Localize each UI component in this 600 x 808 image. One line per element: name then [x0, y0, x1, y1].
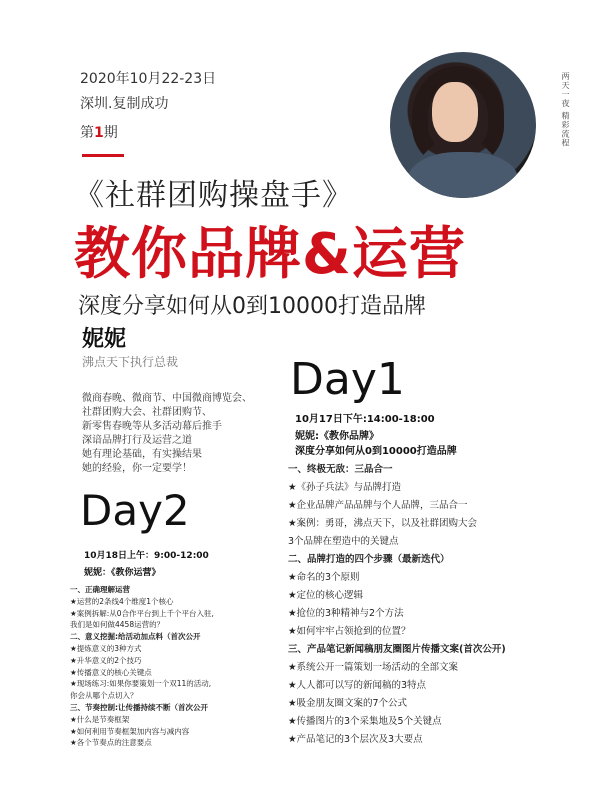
day2-section-heading: 三、节奏控制:让传播持续不断（首次公开	[70, 702, 208, 712]
course-title: 《社群团购操盘手》	[74, 178, 353, 213]
day1-agenda-item: ★吸金朋友圈文案的7个公式	[288, 698, 408, 709]
day1-agenda-item: ★如何牢牢占领抢到的位置？	[288, 626, 411, 637]
day1-host: 妮妮:《教你品牌》	[295, 431, 379, 442]
bio-line: 社群团购大会、社群团购节、	[82, 407, 212, 418]
issue-digit: 1	[94, 125, 104, 141]
day1-agenda-item: ★产品笔记的3个层次及3大要点	[288, 734, 423, 745]
day1-agenda-item: ★企业品牌产品品牌与个人品牌，三品合一	[288, 500, 468, 511]
speaker-portrait	[390, 52, 536, 198]
day1-section-heading: 二、品牌打造的四个步骤（最新迭代）	[288, 554, 450, 565]
day2-section-heading: 二、意义挖掘:给活动加点料（首次公开	[70, 632, 201, 642]
day2-time: 10月18日上午：9:00-12:00	[84, 551, 209, 561]
day1-section-heading: 三、产品笔记新闻稿朋友圈图片传播文案(首次公开)	[288, 644, 506, 655]
day1-agenda-item: ★人人都可以写的新闻稿的3特点	[288, 680, 427, 691]
main-title: 教你品牌&运营	[74, 222, 466, 287]
speaker-bio	[82, 392, 252, 476]
day1-time: 10月17日下午:14:00-18:00	[295, 414, 435, 425]
issue-number	[80, 122, 118, 142]
day2-agenda-item: ★案例拆解:从0合作平台到上千个平台入驻,	[70, 608, 214, 618]
bio-line: 微商春晚、微商节、中国微商博览会、	[82, 393, 252, 404]
day2-section-heading: 一、正确理解运营	[70, 585, 130, 594]
day2-agenda-item: 你会从哪个点切入？	[70, 691, 138, 701]
day1-subtitle: 深度分享如何从0到10000打造品牌	[295, 446, 457, 457]
day1-agenda-item: ★《孙子兵法》与品牌打造	[288, 482, 402, 493]
bio-line: 她有理论基础，有实操结果	[82, 449, 202, 460]
subtitle: 深度分享如何从0到10000打造品牌	[78, 294, 426, 319]
day1-heading: Day1	[290, 354, 405, 405]
side-caption: 两天一夜 精彩流程	[561, 72, 570, 148]
day1-agenda-item: ★抢位的3种精神与2个方法	[288, 608, 404, 619]
day2-agenda-item: ★运营的2条线4个维度1个核心	[70, 596, 174, 606]
day2-heading: Day2	[80, 486, 190, 535]
speaker-name: 妮妮	[82, 327, 127, 352]
issue-underline	[82, 154, 124, 157]
day2-agenda-item: ★传播意义的核心关键点	[70, 667, 152, 677]
day2-agenda-item: ★什么是节奏框架	[70, 714, 130, 724]
day2-agenda-item: ★现场练习:如果你要策划一个双11的活动,	[70, 679, 212, 689]
day1-agenda-item: ★命名的3个原则	[288, 572, 360, 583]
day1-agenda-item: ★案例：勇哥，沸点天下，以及社群团购大会	[288, 518, 478, 529]
bio-line: 新零售春晚等从多活动幕后推手	[82, 421, 222, 432]
issue-suffix: 期	[103, 125, 118, 141]
day1-agenda-item: ★传播图片的3个采集地及5个关键点	[288, 716, 442, 727]
day1-agenda-item: ★定位的核心逻辑	[288, 590, 364, 601]
day2-agenda-item: ★各个节奏点的注意要点	[70, 738, 152, 748]
day2-agenda-item: ★如何利用节奏框架加内容与减内容	[70, 726, 190, 736]
event-date: 2020年10月22-23日	[80, 71, 217, 87]
day2-agenda-item: ★升华意义的2个技巧	[70, 655, 142, 665]
day1-section-heading: 一、终极无敌：三品合一	[288, 464, 393, 475]
day2-host: 妮妮：《教你运营》	[84, 568, 161, 578]
day1-agenda-item: ★系统公开一篇策划一场活动的全部文案	[288, 662, 459, 673]
day2-agenda	[70, 584, 214, 749]
day2-agenda-item: 我们是如何做4458运营的？	[70, 620, 165, 630]
day2-agenda-item: ★提炼意义的3种方式	[70, 643, 142, 653]
bio-line: 深谙品牌打行及运营之道	[82, 435, 192, 446]
bio-line: 她的经验，你一定要学！	[82, 463, 192, 474]
speaker-role: 沸点天下执行总裁	[82, 355, 179, 369]
portrait-face	[432, 82, 478, 142]
issue-prefix: 第	[80, 125, 94, 141]
day1-agenda-item: 3个品牌在塑造中的关键点	[288, 536, 399, 547]
event-city: 深圳.复制成功	[80, 96, 169, 112]
day1-agenda	[288, 461, 506, 749]
